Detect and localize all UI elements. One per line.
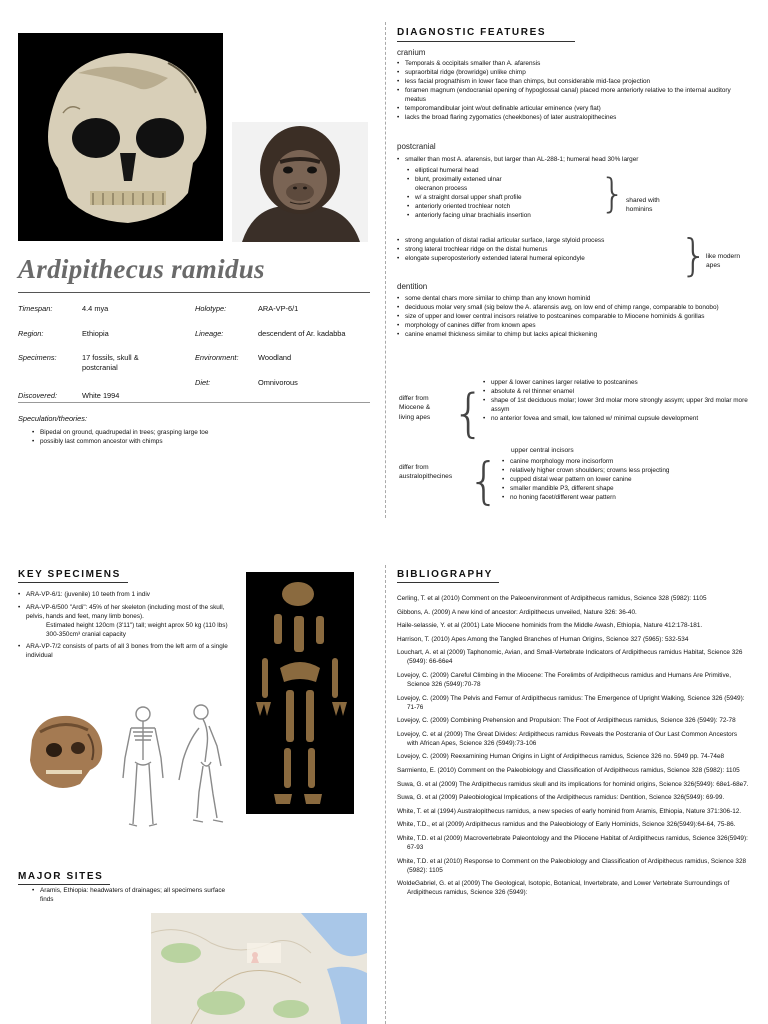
timespan-value: 4.4 mya: [82, 304, 109, 313]
list-item: • deciduous molar very small (sig below the A. afarensis avg, on low end of chimp range, comparable to bonobo): [397, 303, 747, 312]
column-divider: [385, 565, 386, 1024]
major-sites-underline: [18, 884, 110, 885]
key-specimens-heading: KEY SPECIMENS: [18, 569, 121, 580]
list-item: • ARA-VP-6/500 "Ardi": 45% of her skeleton (including most of the skull, pelvis, hands and feet, many limb bones).: [18, 604, 225, 620]
region-label: Region:: [18, 329, 44, 338]
bib-entry: White, T.D., et al (2009) Ardipithecus ramidus and the Paleobiology of Early Hominids, Science 326(5949):64-64, 75-86.: [397, 821, 736, 829]
bib-entry: Sarmiento, E. (2010) Comment on the Paleobiology and Classification of Ardipithecus ramidus, Science 328 (5982): 1105: [397, 766, 740, 774]
diet-value: Omnivorous: [258, 378, 298, 387]
list-item: • strong angulation of distal radial articular surface, large styloid process: [397, 236, 632, 245]
key-specimens-underline: [18, 582, 128, 583]
bib-entry: Haile-selassie, Y. et al (2001) Late Miocene hominids from the Middle Awash, Ethiopia, Nature 412:178-181.: [397, 622, 703, 630]
bib-entry: Lovejoy, C. (2009) The Pelvis and Femur of Ardipithecus ramidus: The Emergence of Upright Walking, Science 326 (5949): 71-76: [397, 694, 745, 711]
list-item: • ARA-VP-6/1: (juvenile) 10 teeth from 1 indiv: [18, 591, 150, 598]
list-item: • lacks the broad flaring zygomatics (cheekbones) of later australopithecines: [397, 113, 749, 122]
postcranial-sublist: [407, 166, 597, 220]
bibliography-list: [397, 594, 749, 902]
list-item: • blunt, proximally extened ulnar olecranon process: [407, 175, 527, 193]
list-item: • elongate superoposteriorly extended lateral humeral epicondyle: [397, 254, 632, 263]
lineage-label: Lineage:: [195, 329, 224, 338]
title-divider: [18, 292, 370, 293]
lineage-value: descendent of Ar. kadabba: [258, 329, 346, 338]
list-item: • shape of 1st deciduous molar; lower 3rd molar more strongly assym; upper 3rd molar more assym: [483, 396, 748, 414]
list-item: • supraorbital ridge (browridge) unlike chimp: [397, 68, 749, 77]
bib-entry: Gibbons, A. (2009) A new kind of ancestor: Ardipithecus unveiled, Nature 326: 36-40.: [397, 608, 637, 616]
key-specimens-list: [18, 590, 242, 660]
list-item-text: ARA-VP-7/2 consists of parts of all 3 bones from the left arm of a single individual: [26, 643, 228, 659]
major-sites-heading: MAJOR SITES: [18, 871, 104, 882]
list-item: • cupped distal wear pattern on lower canine: [502, 475, 752, 484]
list-item: • Aramis, Ethiopia: headwaters of drainages; all specimens surface finds: [32, 886, 232, 904]
miocene-note: differ from Miocene & living apes: [399, 395, 431, 421]
major-sites-list: [32, 886, 232, 904]
skull-photo: [18, 33, 223, 241]
discovered-value: White 1994: [82, 391, 120, 400]
bib-entry: Lovejoy, C. et al (2009) The Great Divides: Ardipithecus ramidus Reveals the Postcrania of Our Last Common Ancestors with African Apes, Science 326 (5949):73-106: [397, 730, 738, 747]
list-item: • smaller mandible P3, different shape: [502, 484, 752, 493]
list-subitem: 300-350cm³ cranial capacity: [46, 631, 126, 638]
list-item: • size of upper and lower central incisors relative to postcanines comparable to Miocene hominids & gorillas: [397, 312, 747, 321]
bib-entry: White, T.D. et al (2010) Response to Comment on the Paleobiology and Classification of Ardipithecus ramidus, Science 328 (5982): 1105: [397, 857, 747, 874]
region-value: Ethiopia: [82, 329, 109, 338]
list-item: • upper & lower canines larger relative to postcanines: [483, 378, 748, 387]
list-item: • w/ a straight dorsal upper shaft profile: [407, 193, 597, 202]
environment-value: Woodland: [258, 353, 292, 362]
speculation-heading: Speculation/theories:: [18, 414, 88, 423]
list-item: • ARA-VP-7/2 consists of parts of all 3 bones from the left arm of a single individual: [18, 643, 228, 659]
list-item: • elliptical humeral head: [407, 166, 597, 175]
bib-entry: Cerling, T. et al (2010) Comment on the Paleoenvironment of Ardipithecus ramidus, Science 328 (5982): 1105: [397, 595, 707, 602]
list-item: • no honing facet/different wear pattern: [502, 493, 752, 502]
speculation-list: [32, 428, 362, 446]
austral-note: differ from australopithecines: [399, 464, 453, 481]
austral-list: [502, 457, 752, 502]
chimp-face-photo: [232, 122, 368, 242]
fossil-bones-photo: [246, 572, 354, 814]
shared-note: shared with hominins: [626, 197, 660, 214]
list-item: • Temporals & occipitals smaller than A. afarensis: [397, 59, 749, 68]
list-item: • no anterior fovea and small, low taloned w/ minimal cupsule development: [483, 414, 748, 423]
holotype-label: Holotype:: [195, 304, 227, 313]
miocene-list: [483, 378, 748, 423]
list-item: • relatively higher crown shoulders; crowns less projecting: [502, 466, 752, 475]
bibliography-heading: BIBLIOGRAPHY: [397, 569, 493, 580]
environment-label: Environment:: [195, 353, 239, 362]
bib-entry: Louchart, A. et al (2009) Taphonomic, Avian, and Small-Vertebrate Indicators of Ardipithecus ramidus Habitat, Science 326 (5949): 66-66e4: [397, 649, 743, 666]
modern-note: like modern apes: [706, 253, 741, 270]
list-item: • canine enamel thickness similar to chimp but lacks apical thickening: [397, 330, 747, 339]
skull-side-photo: [18, 700, 112, 798]
bibliography-underline: [397, 582, 499, 583]
list-item: • canine morphology more incisorform: [502, 457, 752, 466]
holotype-value: ARA-VP-6/1: [258, 304, 299, 313]
austral-head: upper central incisors: [511, 447, 574, 454]
bib-entry: Lovejoy, C. (2009) Careful Climbing in the Miocene: The Forelimbs of Ardipithecus ramidus and Humans Are Primitive, Science 326 (5949):70-78: [397, 671, 731, 688]
list-item: • less facial prognathism in lower face than chimps, but considerable mid-face projection: [397, 77, 749, 86]
column-divider: [385, 22, 386, 518]
discovered-label: Discovered:: [18, 391, 58, 400]
list-item: • morphology of canines differ from known apes: [397, 321, 747, 330]
list-item: • possibly last common ancestor with chimps: [32, 437, 362, 446]
bib-entry: White, T.D. et al (2009) Macrovertebrate Paleontology and the Pliocene Habitat of Ardipithecus ramidus, Science 326(5949): 67-93: [397, 834, 748, 851]
specimens-label: Specimens:: [18, 353, 57, 362]
info-divider: [18, 402, 370, 403]
bib-entry: Harrison, T. (2010) Apes Among the Tangled Branches of Human Origins, Science 327 (5965): 532-534: [397, 635, 689, 643]
dentition-list: [397, 294, 747, 339]
list-subitem: Estimated height 120cm (3'11") tall; weight aprox 50 kg (110 lbs): [46, 622, 228, 629]
skeleton-diagram: [113, 700, 245, 832]
brace-icon: {: [452, 384, 486, 444]
diet-label: Diet:: [195, 378, 211, 387]
postcranial-more-list: [397, 236, 632, 263]
list-item: • temporomandibular joint w/out definable articular eminence (very flat): [397, 104, 749, 113]
list-item: • anteriorly facing ulnar brachialis insertion: [407, 211, 597, 220]
bib-entry: WoldeGabriel, G. et al (2009) The Geological, Isotopic, Botanical, Invertebrate, and Lower Vertebrate Surroundings of Ardipithecus ramidus, Science 326 (5949):: [397, 880, 730, 897]
cranium-label: cranium: [397, 48, 426, 57]
timespan-label: Timespan:: [18, 304, 53, 313]
brace-icon: }: [600, 171, 626, 217]
diagnostic-underline: [397, 41, 575, 42]
page-title: Ardipithecus ramidus: [18, 254, 265, 284]
list-item: • absolute & rel thinner enamel: [483, 387, 748, 396]
brace-icon: }: [680, 230, 708, 281]
list-item-text: ARA-VP-6/500 "Ardi": 45% of her skeleton (including most of the skull, pelvis, hands and feet, many limb bones).: [26, 604, 225, 620]
bib-entry: White, T. et al (1994) Australopithecus ramidus, a new species of early hominid from Aramis, Ethiopia, Nature 371:306-12.: [397, 807, 742, 815]
postcranial-label: postcranial: [397, 142, 436, 151]
bib-entry: Suwa, G. et al (2009) Paleobiological Implications of the Ardipithecus ramidus: Dentition, Science 326(5949): 69-99.: [397, 794, 725, 802]
specimens-value: 17 fossils, skull & postcranial: [82, 353, 139, 372]
list-item: • strong lateral trochlear ridge on the distal humerus: [397, 245, 632, 254]
brace-icon: {: [468, 452, 500, 510]
bib-entry: Suwa, G. et al (2009) The Ardipithecus ramidus skull and its implications for hominid origins, Science 326(5949): 68e1-68e7.: [397, 780, 749, 788]
list-item: • anteriorly oriented trochlear notch: [407, 202, 597, 211]
list-item: • smaller than most A. afarensis, but larger than AL-288-1; humeral head 30% larger: [397, 155, 749, 164]
bib-entry: Lovejoy, C. (2009) Reexamining Human Origins in Light of Ardipithecus ramidus, Science 326 no. 5949 pp. 74-74e8: [397, 753, 725, 761]
list-item: • some dental chars more similar to chimp than any known hominid: [397, 294, 747, 303]
list-item: • foramen magnum (endocranial opening of hypoglossal canal) placed more anteriorly relative to the internal auditory meatus: [397, 86, 749, 104]
cranium-list: [397, 59, 749, 122]
map-ethiopia: [151, 913, 367, 1024]
diagnostic-heading: DIAGNOSTIC FEATURES: [397, 27, 547, 38]
list-item-text: ARA-VP-6/1: (juvenile) 10 teeth from 1 indiv: [26, 591, 150, 598]
dentition-label: dentition: [397, 282, 428, 291]
list-item: • Bipedal on ground, quadrupedal in trees; grasping large toe: [32, 428, 362, 437]
postcranial-list: [397, 155, 749, 164]
bib-entry: Lovejoy, C. (2009) Combining Prehension and Propulsion: The Foot of Ardipithecus ramidus, Science 326 (5949): 72-78: [397, 717, 736, 725]
